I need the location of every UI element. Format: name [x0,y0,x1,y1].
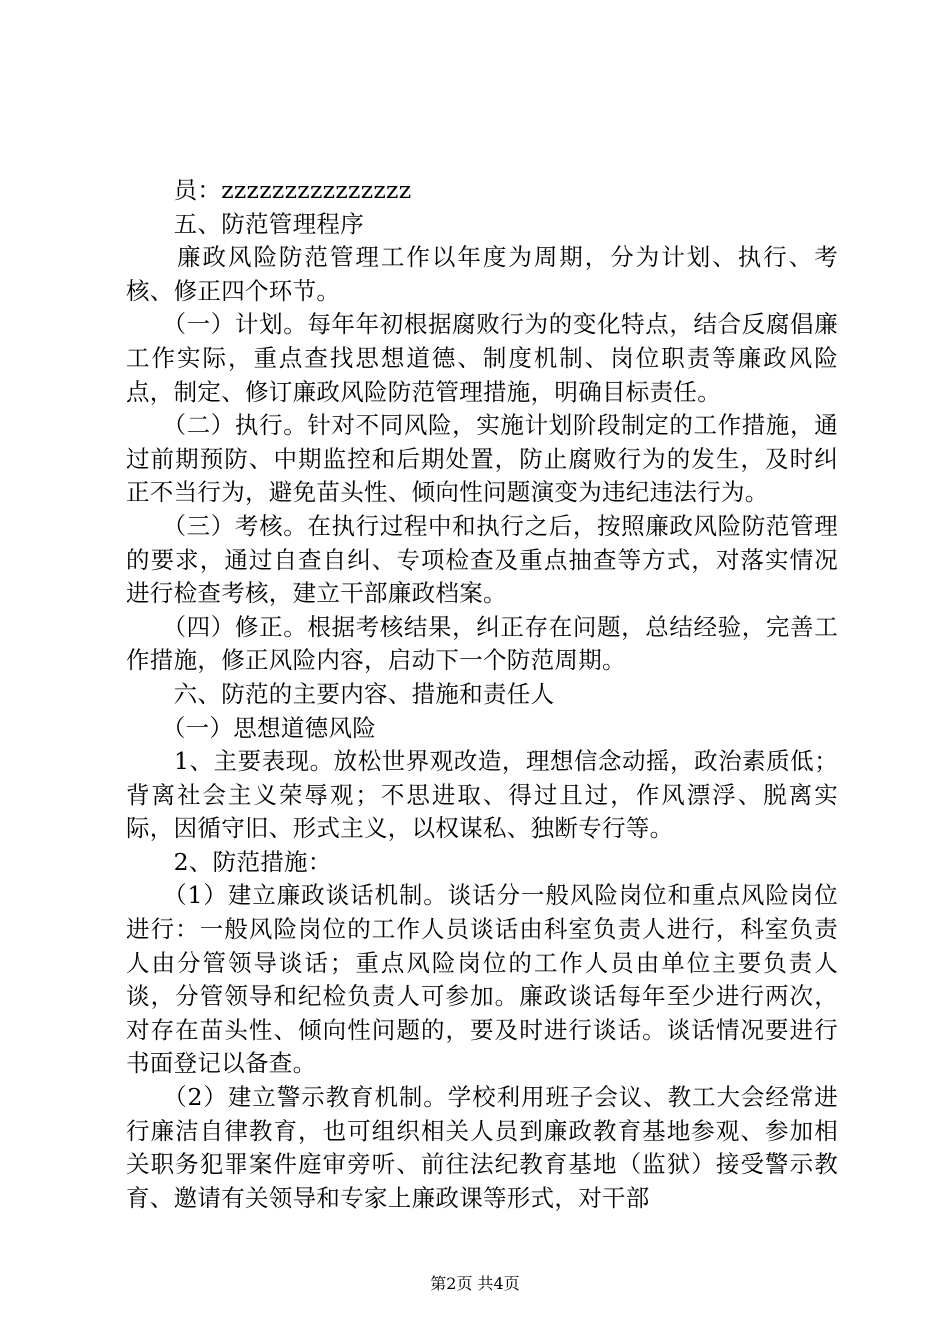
paragraph-1: 员：zzzzzzzzzzzzzzz [126,176,412,204]
section-heading-6: 六、防范的主要内容、措施和责任人 [126,679,555,708]
page-number-footer: 第2页 共4页 [430,1274,520,1293]
paragraph-warning-education: （2）建立警示教育机制。学校利用班子会议、教工大会经常进行廉洁自律教育，也可组织相关人员到廉政教育基地参观、参加相关职务犯罪案件庭审旁听、前往法纪教育基地（监狱）接受警示教育、邀请有关领导和专家上廉政课等形式，对干部 [126,1083,838,1212]
paragraph-measures-heading: 2、防范措施： [126,847,332,876]
subsection-heading-1: （一）思想道德风险 [126,713,377,742]
paragraph-3: 廉政风险防范管理工作以年度为周期，分为计划、执行、考核、修正四个环节。 [126,243,838,305]
paragraph-revise: （四）修正。根据考核结果，纠正存在问题，总结经验，完善工作措施，修正风险内容，启动下一个防范周期。 [126,612,838,675]
paragraph-assess: （三）考核。在执行过程中和执行之后，按照廉政风险防范管理的要求，通过自查自纠、专项检查及重点抽查等方式，对落实情况进行检查考核，建立干部廉政档案。 [126,511,838,608]
paragraph-plan: （一）计划。每年年初根据腐败行为的变化特点，结合反腐倡廉工作实际，重点查找思想道德、制度机制、岗位职责等廉政风险点，制定、修订廉政风险防范管理措施，明确目标责任。 [126,310,838,406]
paragraph-manifestation: 1、主要表现。放松世界观改造，理想信念动摇，政治素质低；背离社会主义荣辱观；不思进取、得过且过，作风漂浮、脱离实际，因循守旧、形式主义，以权谋私、独断专行等。 [126,747,838,843]
document-body [126,174,838,1215]
paragraph-talk-mechanism: （1）建立廉政谈话机制。谈话分一般风险岗位和重点风险岗位进行：一般风险岗位的工作人员谈话由科室负责人进行，科室负责人由分管领导谈话；重点风险岗位的工作人员由单位主要负责人谈，分管领导和纪检负责人可参加。廉政谈话每年至少进行两次，对存在苗头性、倾向性问题的，要及时进行谈话。谈话情况要进行书面登记以备查。 [126,881,838,1078]
paragraph-execute: （二）执行。针对不同风险，实施计划阶段制定的工作措施，通过前期预防、中期监控和后期处置，防止腐败行为的发生，及时纠正不当行为，避免苗头性、倾向性问题演变为违纪违法行为。 [126,411,838,507]
section-heading-5: 五、防范管理程序 [126,209,364,238]
